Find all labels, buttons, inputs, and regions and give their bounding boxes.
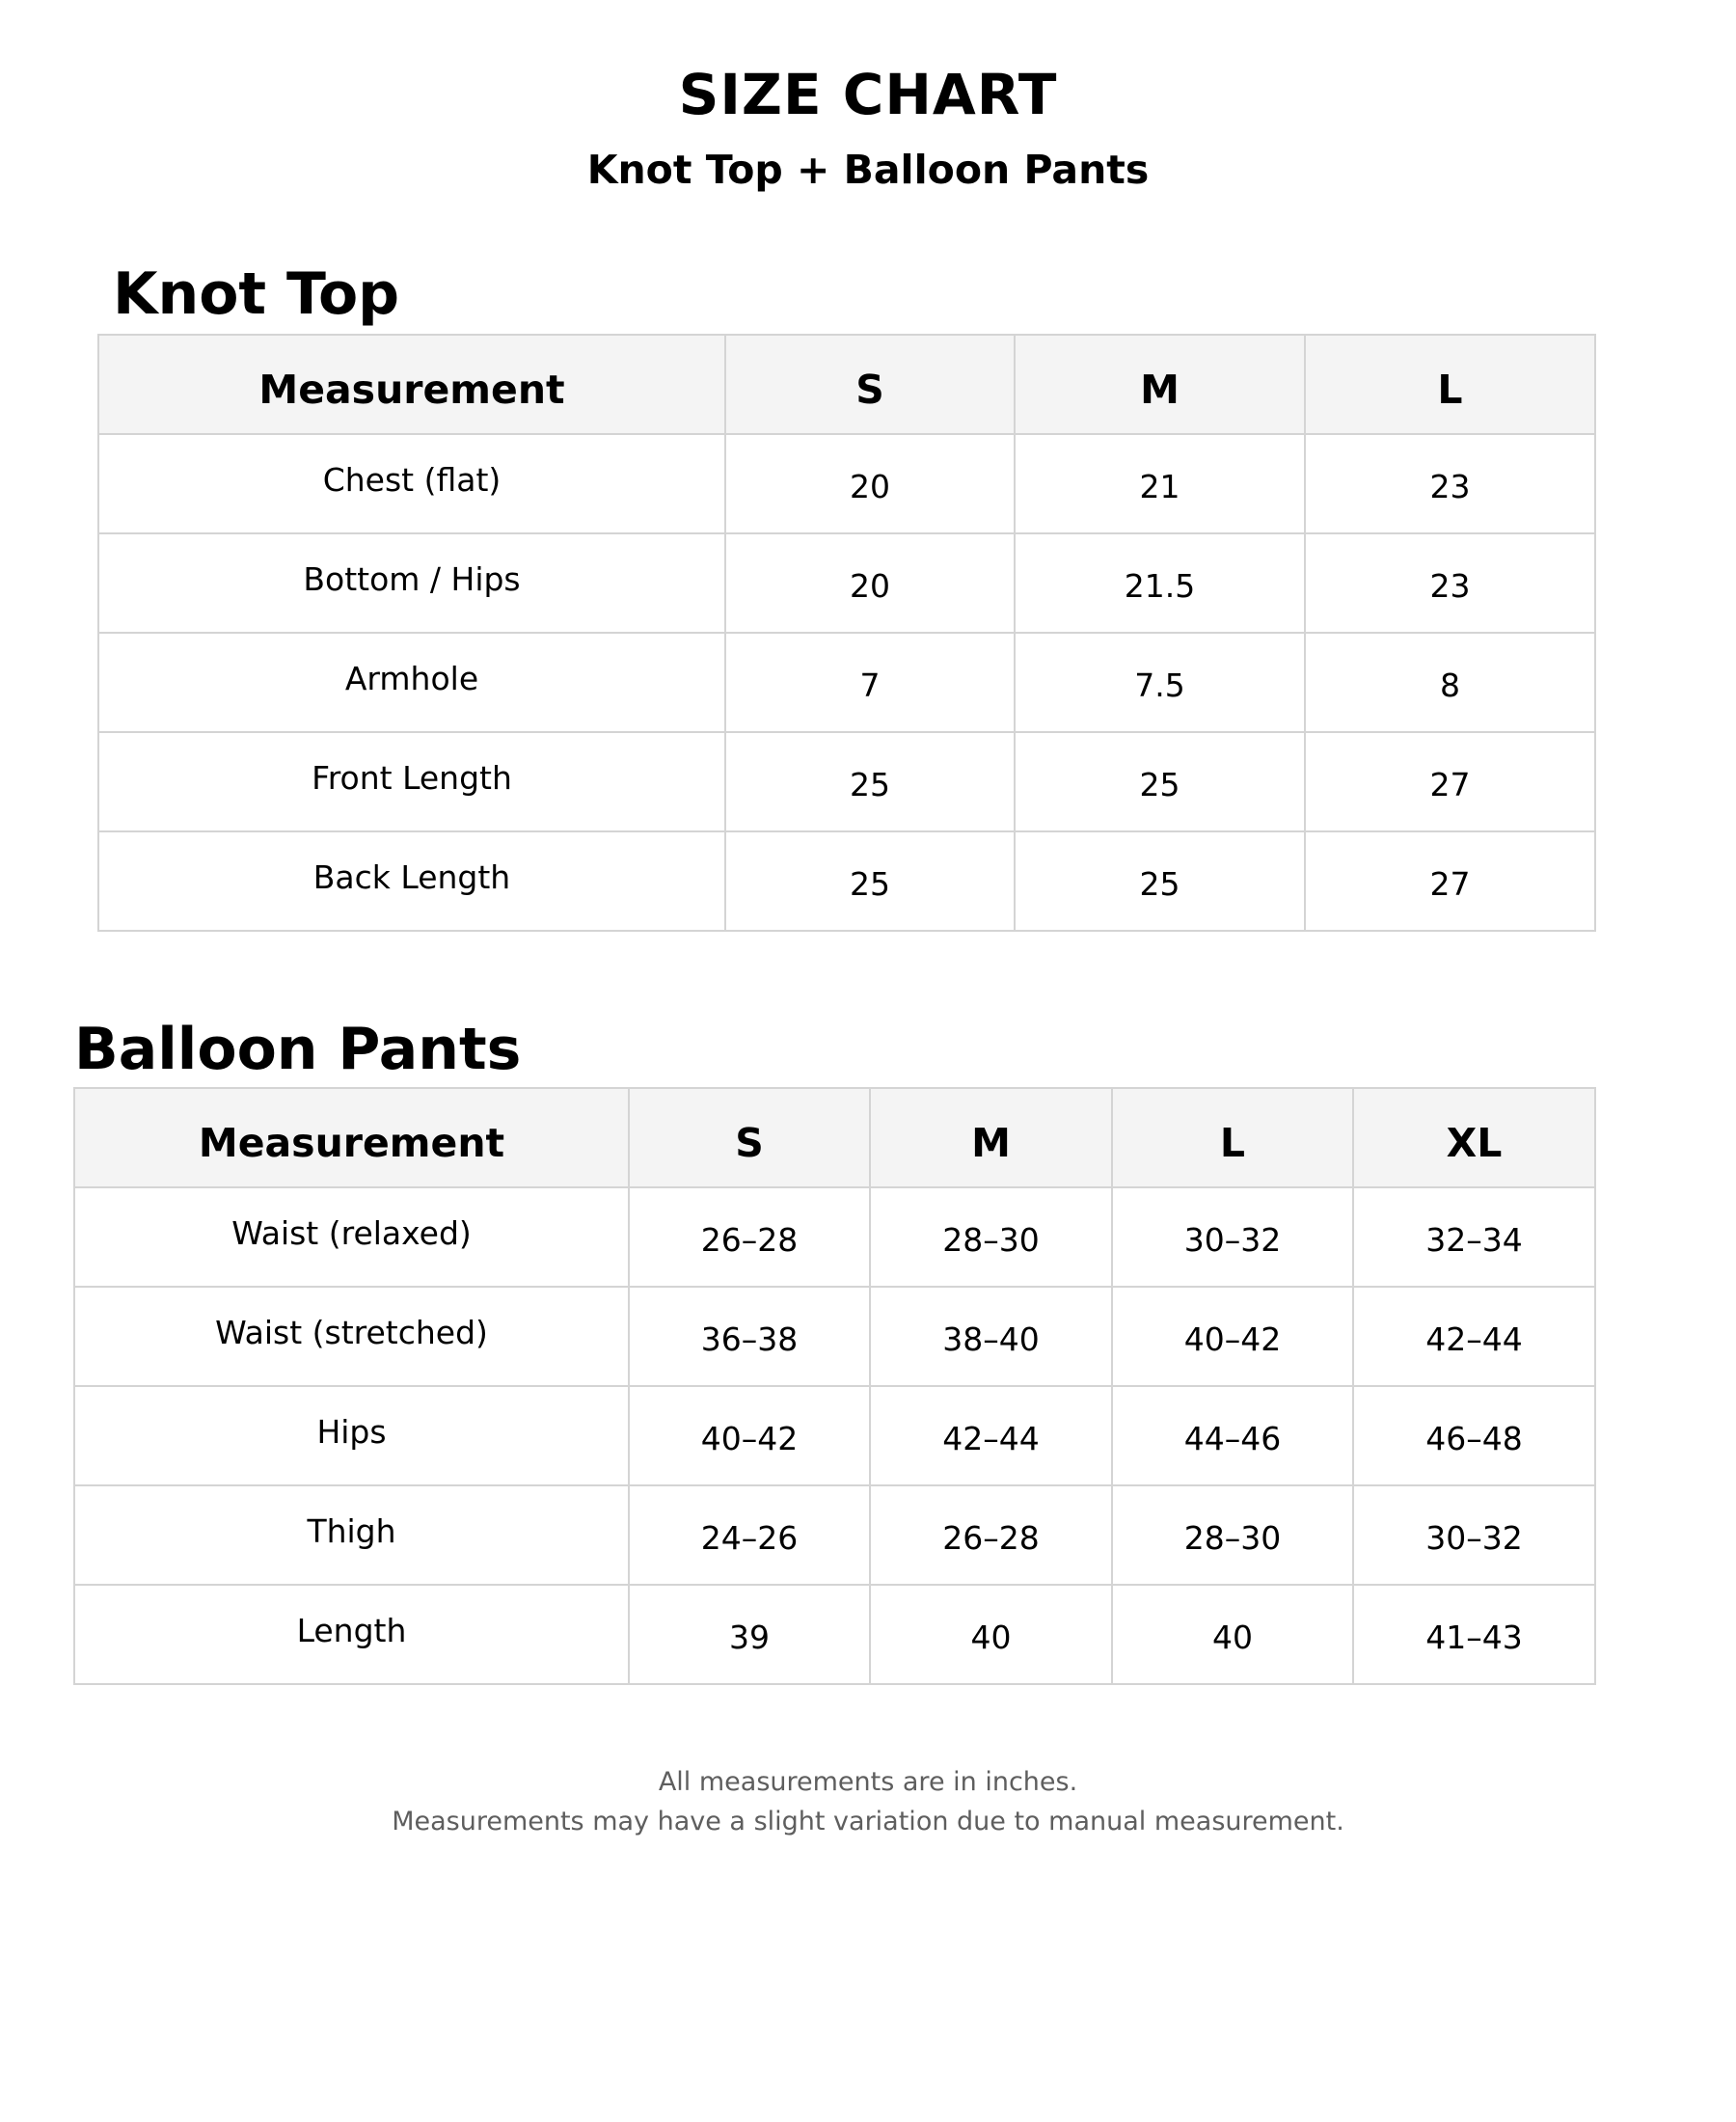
measurement-label: Waist (relaxed) [74, 1187, 629, 1287]
table-cell: 27 [1305, 831, 1595, 931]
table-cell: 23 [1305, 533, 1595, 633]
table-cell: 23 [1305, 434, 1595, 533]
column-header-s: S [629, 1088, 870, 1187]
table-cell: 26–28 [870, 1485, 1112, 1585]
table-row [74, 1287, 1595, 1386]
table-cell: 40 [870, 1585, 1112, 1684]
column-header-m: M [870, 1088, 1112, 1187]
column-header-l: L [1305, 335, 1595, 434]
table-cell: 39 [629, 1585, 870, 1684]
table-cell: 25 [1015, 831, 1305, 931]
column-header-xl: XL [1353, 1088, 1595, 1187]
table-cell: 36–38 [629, 1287, 870, 1386]
measurement-label: Length [74, 1585, 629, 1684]
table-header-row [74, 1088, 1595, 1187]
measurement-label: Hips [74, 1386, 629, 1485]
table-row [74, 1485, 1595, 1585]
column-header-l: L [1112, 1088, 1353, 1187]
table-cell: 25 [725, 732, 1015, 831]
table-cell: 44–46 [1112, 1386, 1353, 1485]
table-cell: 20 [725, 533, 1015, 633]
measurement-label: Thigh [74, 1485, 629, 1585]
table-cell: 42–44 [1353, 1287, 1595, 1386]
column-header-measurement: Measurement [74, 1088, 629, 1187]
table-row [98, 831, 1595, 931]
measurement-label: Chest (flat) [98, 434, 725, 533]
measurement-label: Front Length [98, 732, 725, 831]
table-cell: 38–40 [870, 1287, 1112, 1386]
table-cell: 8 [1305, 633, 1595, 732]
table-cell: 7 [725, 633, 1015, 732]
balloon-pants-size-table [73, 1087, 1596, 1685]
table-cell: 27 [1305, 732, 1595, 831]
knot-top-section-title: Knot Top [113, 260, 400, 328]
table-cell: 30–32 [1353, 1485, 1595, 1585]
measurement-label: Back Length [98, 831, 725, 931]
measurement-label: Waist (stretched) [74, 1287, 629, 1386]
table-cell: 21.5 [1015, 533, 1305, 633]
variation-note: Measurements may have a slight variation due to manual measurement. [392, 1807, 1344, 1836]
table-row [74, 1187, 1595, 1287]
table-row [74, 1386, 1595, 1485]
column-header-s: S [725, 335, 1015, 434]
table-row [74, 1585, 1595, 1684]
table-cell: 32–34 [1353, 1187, 1595, 1287]
column-header-measurement: Measurement [98, 335, 725, 434]
table-cell: 40–42 [1112, 1287, 1353, 1386]
units-note: All measurements are in inches. [658, 1767, 1078, 1797]
table-cell: 25 [725, 831, 1015, 931]
table-row [98, 633, 1595, 732]
table-cell: 42–44 [870, 1386, 1112, 1485]
balloon-pants-section-title: Balloon Pants [74, 1016, 522, 1083]
table-cell: 7.5 [1015, 633, 1305, 732]
table-cell: 25 [1015, 732, 1305, 831]
table-header-row [98, 335, 1595, 434]
measurement-label: Bottom / Hips [98, 533, 725, 633]
table-cell: 28–30 [870, 1187, 1112, 1287]
page-title: SIZE CHART [678, 62, 1058, 127]
table-cell: 41–43 [1353, 1585, 1595, 1684]
table-cell: 24–26 [629, 1485, 870, 1585]
page-subtitle: Knot Top + Balloon Pants [586, 147, 1150, 193]
table-cell: 30–32 [1112, 1187, 1353, 1287]
table-row [98, 732, 1595, 831]
table-cell: 20 [725, 434, 1015, 533]
table-cell: 46–48 [1353, 1386, 1595, 1485]
table-cell: 28–30 [1112, 1485, 1353, 1585]
table-cell: 26–28 [629, 1187, 870, 1287]
column-header-m: M [1015, 335, 1305, 434]
table-cell: 40–42 [629, 1386, 870, 1485]
table-cell: 40 [1112, 1585, 1353, 1684]
table-row [98, 533, 1595, 633]
measurement-label: Armhole [98, 633, 725, 732]
knot-top-size-table [97, 334, 1596, 932]
table-cell: 21 [1015, 434, 1305, 533]
table-row [98, 434, 1595, 533]
